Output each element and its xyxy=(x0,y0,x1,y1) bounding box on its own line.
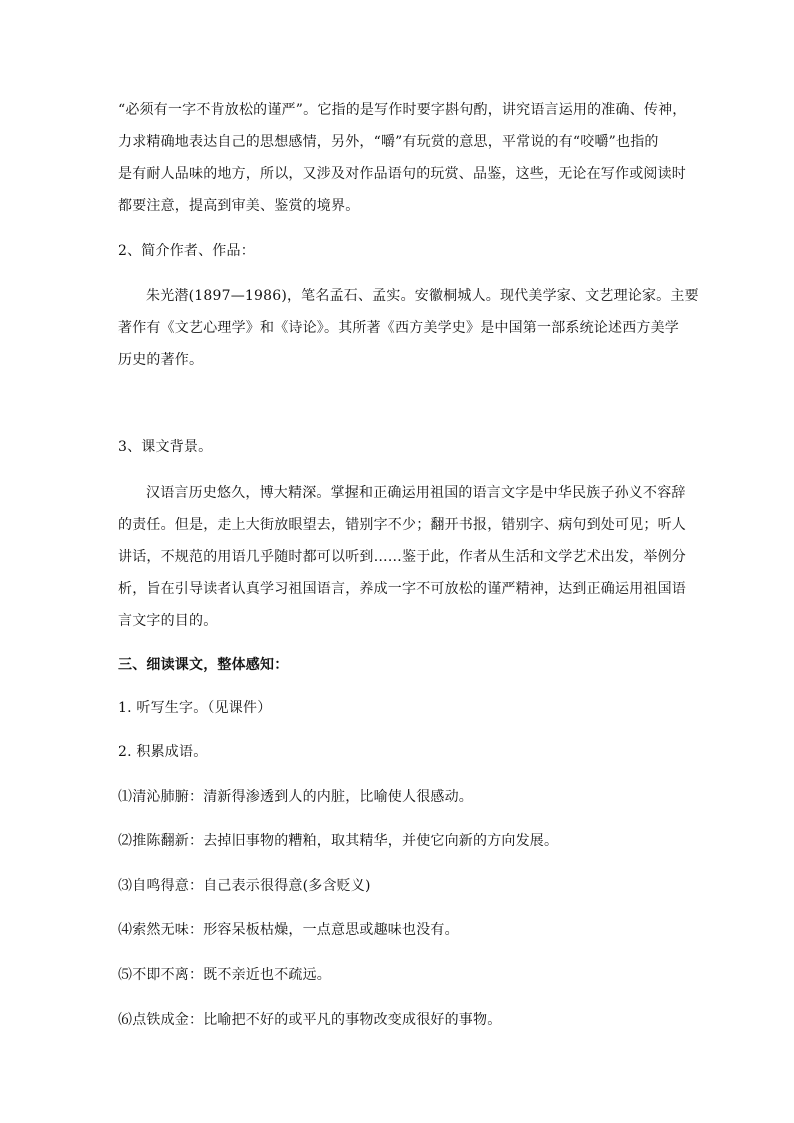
section2-heading: 2、简介作者、作品： xyxy=(118,243,255,259)
part3-heading: 三、细读课文，整体感知： xyxy=(118,657,289,673)
intro-line-4: 都要注意，提高到审美、鉴赏的境界。 xyxy=(118,198,360,214)
idiom-2: ⑵推陈翻新：去掉旧事物的糟粕，取其精华，并使它向新的方向发展。 xyxy=(118,833,559,849)
intro-line-2: 力求精确地表达自己的思想感情，另外，“嚼”有玩赏的意思，平常说的有“咬嚼”也指的 xyxy=(118,134,659,150)
idiom-3: ⑶自鸣得意：自己表示很得意(多含贬义) xyxy=(118,878,371,894)
item-1: 1. 听写生字。（见课件） xyxy=(118,700,272,716)
section2-line-2: 著作有《文艺心理学》和《诗论》。其所著《西方美学史》是中国第一部系统论述西方美学 xyxy=(118,320,679,336)
section2-line-1: 朱光潜(1897—1986)，笔名孟石、孟实。安徽桐城人。现代美学家、文艺理论家。主要 xyxy=(146,288,699,304)
section3-heading: 3、课文背景。 xyxy=(118,439,213,455)
section3-line-1: 汉语言历史悠久，博大精深。掌握和正确运用祖国的语言文字是中华民族子孙义不容辞 xyxy=(146,485,686,501)
item-2: 2. 积累成语。 xyxy=(118,744,208,760)
section3-line-3: 讲话，不规范的用语几乎随时都可以听到……鉴于此，作者从生活和文学艺术出发，举例分 xyxy=(118,549,686,565)
idiom-4: ⑷索然无味：形容呆板枯燥，一点意思或趣味也没有。 xyxy=(118,922,459,938)
section3-line-2: 的责任。但是，走上大街放眼望去，错别字不少；翻开书报，错别字、病句到处可见；听人 xyxy=(118,517,686,533)
section2-line-3: 历史的著作。 xyxy=(118,352,204,368)
idiom-6: ⑹点铁成金：比喻把不好的或平凡的事物改变成很好的事物。 xyxy=(118,1012,502,1028)
idiom-5: ⑸不即不离：既不亲近也不疏远。 xyxy=(118,967,331,983)
section3-line-5: 言文字的目的。 xyxy=(118,613,218,629)
section3-line-4: 析，旨在引导读者认真学习祖国语言，养成一字不可放松的谨严精神，达到正确运用祖国语 xyxy=(118,581,686,597)
idiom-1: ⑴清沁肺腑：清新得渗透到人的内脏，比喻使人很感动。 xyxy=(118,789,473,805)
intro-line-1: “必须有一字不肯放松的谨严”。它指的是写作时要字斟句酌，讲究语言运用的准确、传神， xyxy=(118,102,687,118)
intro-line-3: 是有耐人品味的地方，所以，又涉及对作品语句的玩赏、品鉴，这些，无论在写作或阅读时 xyxy=(118,166,686,182)
